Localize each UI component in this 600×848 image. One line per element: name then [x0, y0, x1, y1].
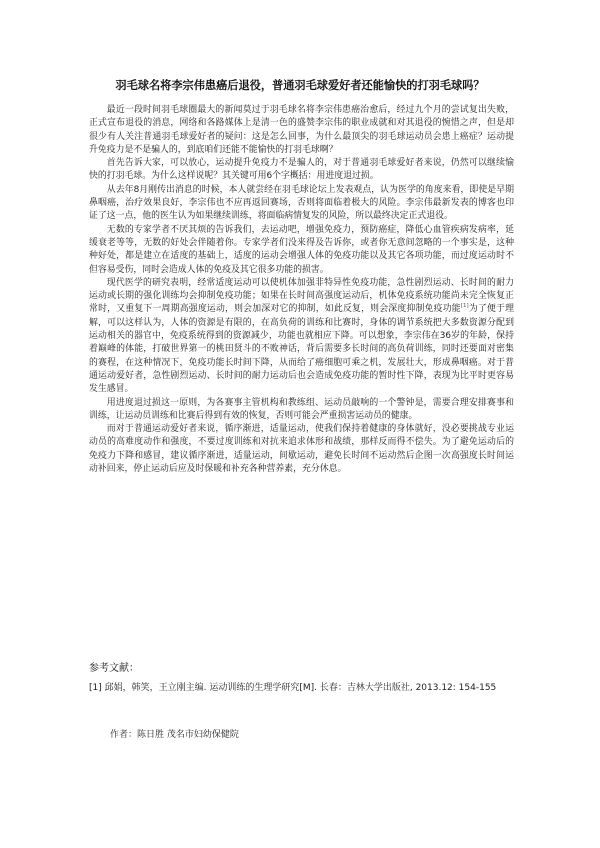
- paragraph-3: 从去年8月刚传出消息的时候，本人就尝经在羽毛球论坛上发表观点，认为医学的角度来看，即使是早期鼻咽癌，治疗效果良好，李宗伟也不应再返回赛场，否则将面临着极大的风险。李宗伟最新发表的博客也印证了这一点，他的医生认为如果继续训练，将面临病情复发的风险，所以最终决定正式退役。: [89, 184, 514, 222]
- paragraph-5: [89, 277, 514, 397]
- paragraph-2: 首先告诉大家，可以放心，运动提升免疫力不是骗人的，对于普通羽毛球爱好者来说，仍然可以继续愉快的打羽毛球。为什么这样说呢？其关键可用6个字概括：用进度退过损。: [89, 158, 514, 182]
- references-heading: 参考文献：: [89, 663, 139, 674]
- author-line: 作者：陈日胜 茂名市妇幼保健院: [110, 730, 239, 740]
- paragraph-5-text: 现代医学的研究表明，经常适度运动可以使机体加强非特异性免疫功能，急性剧烈运动、长时间的耐力运动或长期的强化训练均会抑制免疫功能；如果在长时间高强度运动后，机体免疫系统功能尚未完全恢复正常时，又重复下一周期高强度运动，则会加深对它的抑制，如此反复，则会深度抑制免疫功能: [89, 277, 514, 315]
- paragraph-4: 无数的专家学者不厌其烦的告诉我们，去运动吧，增强免疫力，预防癌症，降低心血管疾病发病率，延缓衰老等等，无数的好处会伴随着你。专家学者们没来得及告诉你，或者你无意间忽略的一个事实是，这种种好处，都是建立在适度的基础上，适度的运动会增强人体的免疫功能以及其它各项功能，而过度运动时不但容易受伤，同时会造成人体的免疫及其它很多功能的损害。: [89, 224, 514, 275]
- article-body: [89, 104, 514, 476]
- paragraph-1: 最近一段时间羽毛球圈最大的新闻莫过于羽毛球名将李宗伟患癌治愈后，经过九个月的尝试复出失败，正式宣布退役的消息，网络和各路媒体上是清一色的盛赞李宗伟的职业成就和对其退役的惋惜之声，但是却很少有人关注普通羽毛球爱好者的疑问：这是怎么回事，为什么最顶尖的羽毛球运动员会患上癌症？运动提升免疫力是不是骗人的，到底咱们还能不能愉快的打羽毛球啊？: [89, 105, 514, 155]
- article-title: 羽毛球名将李宗伟患癌后退役，普通羽毛球爱好者还能愉快的打羽毛球吗？: [115, 79, 485, 92]
- references-list: [89, 681, 514, 696]
- paragraph-6-text: 为了便于理解，可以这样认为，人体的资源是有限的，在高负荷的训练和比赛时，身体的调节系统把大多数资源分配到运动相关的器官中，免疫系统得到的资源减少，功能也就相应下降。可以想象，李宗伟在36岁的年龄，保持着巅峰的体能，打破世界第一的桃田贤斗的不败神话，背后需要多长时间的高负荷训练，同时还要面对密集的赛程，在这种情况下，免疫功能长时间下降，从而给了癌细胞可乘之机，发展壮大，形成鼻咽癌。对于普通运动爱好者，急性剧烈运动、长时间的耐力运动后也会造成免疫功能的暂时性下降，表现为比平时更容易发生感冒。: [89, 304, 515, 395]
- paragraph-8: 而对于普通运动爱好者来说，循序渐进，适量运动，使我们保持着健康的身体就好，没必要挑战专业运动员的高难度动作和强度，不要过度训练和对抗来追求体形和战绩，那样反而得不偿失。为了避免运动后的免疫力下降和感冒，建议循序渐进，适量运动，间歇运动，避免长时间不运动然后企图一次高强度长时间运动补回来，停止运动后应及时保暖和补充各种营养素，充分休息。: [89, 424, 514, 475]
- reference-item: [1] 邱娟，韩笑，王立刚主编. 运动训练的生理学研究[M]. 长春：吉林大学出版社, 2013.12: 154-155: [89, 683, 497, 693]
- paragraph-7: 用进度退过损这一原则，为各赛事主管机构和教练组、运动员敲响的一个警钟是，需要合理安排赛事和训练，让运动员训练和比赛后得到有效的恢复，否则可能会严重损害运动员的健康。: [89, 397, 514, 421]
- citation-mark[interactable]: [1]: [460, 303, 469, 310]
